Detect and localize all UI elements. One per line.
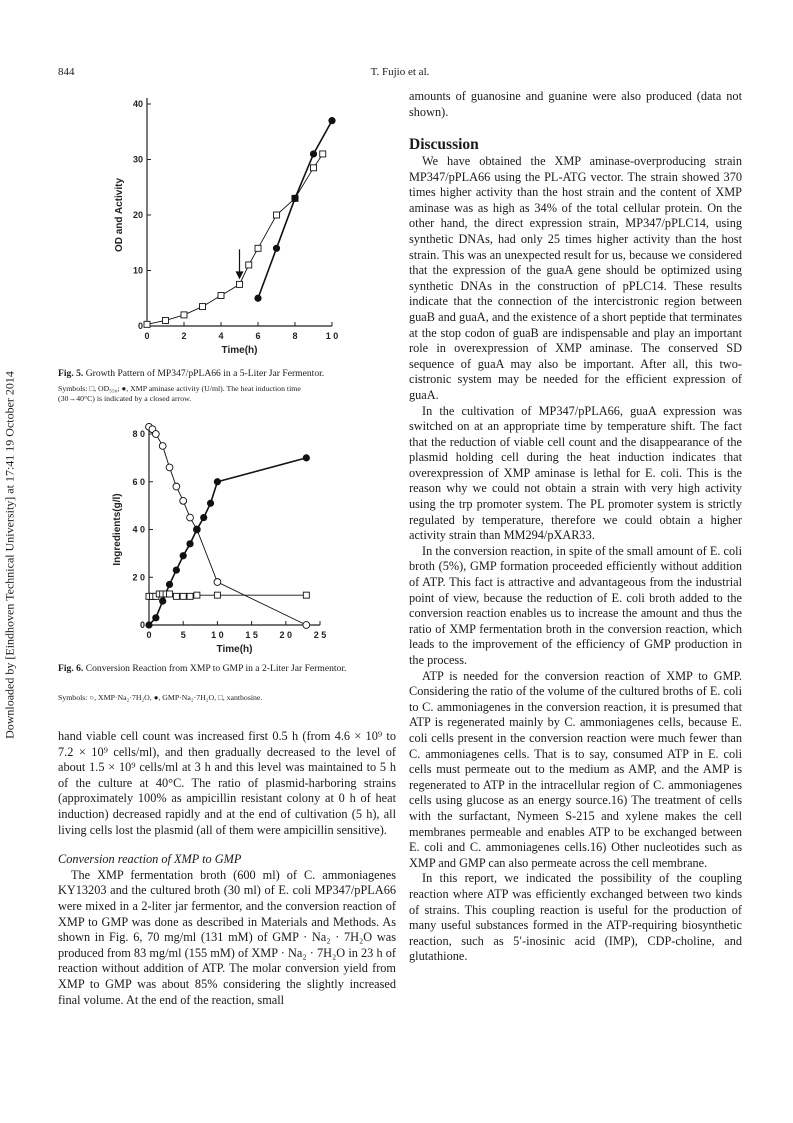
data-point-square	[163, 317, 169, 323]
data-point-filled-circle	[214, 478, 221, 485]
figure-5-label: Fig. 5.	[58, 368, 84, 379]
data-point-filled-circle	[159, 598, 166, 605]
x-axis-label: Time(h)	[216, 644, 253, 655]
data-point-square	[187, 593, 193, 599]
data-point-square	[237, 281, 243, 287]
data-point-filled-circle	[207, 500, 214, 507]
x-tick-label: 5	[180, 630, 186, 640]
series-line	[147, 154, 323, 324]
figure-5-caption	[58, 368, 398, 380]
data-point-square	[173, 593, 179, 599]
right-column	[409, 154, 742, 965]
right-paragraph-0: amounts of guanosine and guanine were also produced (data not shown).	[409, 89, 742, 119]
data-point-open-circle	[173, 483, 180, 490]
figure-6-symbols: Symbols: ○, XMP·Na₂·7H₂O, ●, GMP·Na₂·7H₂O, □, xanthosine.	[58, 693, 263, 702]
right-paragraph-1: We have obtained the XMP aminase-overproducing strain MP347/pPLA66 using the PL-ATG vector. The strain showed 370 times higher activity than the host strain and the content of XMP aminase was as high as 34% of the total cellular protein. On the other hand, the direct expression strain, MP347/pPLC14, using synthetic DNAs, had only 25 times higher activity than the host strain. This was an unexpected result for us, because we considered that the expression of the guaA gene should be optimized using synthetic DNAs in the construction of pPLC14. These results indicate that the connection of the intercistronic region between guaB and guaA, and the existence of a short peptide that terminates at the stop codon of guaB are indispensable and play an important role in overexpression of XMP aminase. The conserved SD sequence of guaA may also be important. After all, this two-cistronic system may be needed for the efficient expression of guaA.	[409, 154, 742, 402]
y-tick-label: 0	[137, 321, 143, 331]
y-tick-label: 10	[132, 265, 143, 276]
download-note	[2, 345, 18, 765]
data-point-filled-circle	[254, 295, 261, 302]
figure-6-caption-text: Conversion Reaction from XMP to GMP in a 2-Liter Jar Fermentor.	[85, 663, 347, 674]
data-point-square	[144, 321, 150, 327]
x-tick-label: 2 0	[279, 630, 293, 640]
running-title: T. Fujio et al.	[370, 66, 430, 78]
data-point-filled-circle	[193, 526, 200, 533]
data-point-square	[180, 593, 186, 599]
data-point-filled-circle	[328, 117, 335, 124]
right-paragraph-2: In the cultivation of MP347/pPLA66, guaA expression was switched on at an appropriate time by temperature shift. The fact that the reduction of viable cell count and the disappearance of the plasmid holding cell during the heat induction indicates that overexpression of XMP aminase is lethal for E. coli. This is the reason why we could not obtain a strain with very high activity using the trp promoter system. The PL promoter system is strictly regulated by temperature, therefore we could obtain a higher activity strain than MM294/pXAR33.	[409, 403, 742, 543]
figure-6-caption	[58, 663, 403, 675]
x-tick-label: 2	[181, 331, 187, 341]
data-point-filled-circle	[303, 454, 310, 461]
data-point-filled-circle	[145, 621, 152, 628]
x-axis-label: Time(h)	[221, 345, 258, 356]
data-point-square	[246, 262, 252, 268]
data-point-filled-circle	[152, 614, 159, 621]
data-point-square	[200, 304, 206, 310]
y-tick-label: 0	[139, 620, 145, 630]
data-point-filled-circle	[173, 566, 180, 573]
data-point-square	[167, 591, 173, 597]
data-point-open-circle	[166, 464, 173, 471]
data-point-open-circle	[180, 497, 187, 504]
data-point-open-circle	[187, 514, 194, 521]
series-line	[149, 458, 306, 625]
figure-5-symbols-line1: Symbols: □, OD₅₅₀; ●, XMP aminase activity (U/ml). The heat induction time	[58, 384, 301, 393]
figure-6-chart	[80, 420, 400, 660]
data-point-filled-circle	[180, 552, 187, 559]
x-tick-label: 1 0	[211, 630, 224, 640]
x-tick-label: 6	[255, 331, 261, 341]
data-point-filled-circle	[200, 514, 207, 521]
series-line	[258, 121, 332, 299]
figure-6-label: Fig. 6.	[58, 663, 84, 674]
figure-6	[80, 420, 400, 660]
x-tick-label: 1 0	[325, 331, 339, 341]
subheading-conversion: Conversion reaction of XMP to GMP	[58, 852, 242, 867]
y-tick-label: 6 0	[132, 476, 145, 487]
data-point-open-circle	[303, 622, 310, 629]
x-tick-label: 0	[146, 630, 152, 640]
download-note-text: Downloaded by [Eindhoven Technical University] at 17:41 19 October 2014	[2, 371, 17, 739]
discussion-heading: Discussion	[409, 136, 479, 153]
figure-5-chart	[80, 90, 400, 360]
x-tick-label: 4	[218, 331, 224, 341]
y-tick-label: 2 0	[132, 572, 145, 583]
data-point-filled-circle	[186, 540, 193, 547]
page-number: 844	[58, 66, 75, 78]
data-point-square	[218, 292, 224, 298]
y-tick-label: 4 0	[132, 524, 145, 535]
y-tick-label: 20	[132, 210, 143, 220]
left-column	[58, 729, 396, 1008]
data-point-open-circle	[152, 431, 159, 438]
y-tick-label: 30	[132, 154, 143, 165]
data-point-filled-circle	[273, 245, 280, 252]
y-axis-label: OD and Activity	[114, 177, 125, 253]
left-paragraph-2: The XMP fermentation broth (600 ml) of C. ammoniagenes KY13203 and the cultured broth (30 ml) of E. coli MP347/pPLA66 were mixed in a 2-liter jar fermentor, and the conversion reaction of XMP to GMP was done as described in Materials and Methods. As shown in Fig. 6, 70 mg/ml (131 mM) of GMP · Na₂ · 7H₂O was produced from 83 mg/ml (155 mM) of XMP · Na₂ · 7H₂O in 23 h of reaction without addition of ATP. The molar conversion yield from XMP to GMP was about 85% considering the slightly increased final volume. At the end of the reaction, small	[58, 867, 396, 1007]
figure-5-symbols	[58, 384, 398, 404]
data-point-square	[255, 245, 261, 251]
figure-5-caption-text: Growth Pattern of MP347/pPLA66 in a 5-Liter Jar Fermentor.	[85, 368, 325, 379]
data-point-filled-circle	[291, 195, 298, 202]
y-tick-label: 8 0	[132, 429, 145, 439]
y-axis-label: Ingredients(g/l)	[112, 493, 123, 566]
y-tick-label: 40	[132, 99, 143, 109]
x-tick-label: 0	[144, 331, 150, 341]
data-point-square	[214, 592, 220, 598]
figure-5-symbols-line2: (30→40°C) is indicated by a closed arrow.	[58, 394, 192, 403]
left-paragraph-1: hand viable cell count was increased first 0.5 h (from 4.6 × 10⁹ to 7.2 × 10⁹ cells/ml), and then gradually decreased to the level of about 1.5 × 10⁹ cells/ml at 3 h and this level was maintained to 5 h of the culture at 40°C. The ratio of plasmid-harboring strains (approximately 100% as ampicillin resistant colony at 0 h of heat induction) decreased rapidly and at the end of cultivation (5 h), all living cells lost the plasmid (all of them were ampicillin sensitive).	[58, 729, 396, 837]
data-point-square	[320, 151, 326, 157]
data-point-square	[194, 592, 200, 598]
data-point-open-circle	[159, 443, 166, 450]
right-paragraph-4: ATP is needed for the conversion reaction of XMP to GMP. Considering the ratio of the volume of the cultured broths of E. coli to C. ammoniagenes in the conversion reaction, it is presumed that ATP is regenerated mainly by C. ammoniagenes cells, because E. coli cells present in the conversion reaction were much fewer than C. ammoniagenes cells. That is to say, consumed ATP in E. coli cells must permeate out to the medium as AMP, and the AMP is regenerated to ATP in the intracellular region of C. ammoniagenes cells using glucose as an energy source.16) The treatment of cells with the surfactant, Nymeen S-215 and xylene makes the cell membranes permeable and enables ATP to be exchanged between E. coli and C. ammoniagenes cells.16) Other nucleotides such as XMP and GMP can also permeate across the cell membrane.	[409, 668, 742, 870]
figure-5	[80, 90, 400, 360]
x-tick-label: 1 5	[245, 630, 258, 640]
data-point-open-circle	[214, 579, 221, 586]
data-point-square	[311, 165, 317, 171]
x-tick-label: 2 5	[313, 630, 327, 640]
data-point-filled-circle	[310, 150, 317, 157]
data-point-square	[181, 312, 187, 318]
data-point-square	[303, 592, 309, 598]
data-point-square	[274, 212, 280, 218]
right-paragraph-5: In this report, we indicated the possibility of the coupling reaction where ATP was efficiently exchanged between two kinds of strains. This coupling reaction is useful for the production of many useful substances formed in the ATP-requiring biosynthetic reaction, such as 5′-inosinic acid (IMP), CDP-choline, and glutathione.	[409, 871, 742, 964]
right-paragraph-3: In the conversion reaction, in spite of the small amount of E. coli broth (5%), GMP formation proceeded efficiently without addition of ATP. This fact is attractive and advantageous from the industrial point of view, because the reduction of E. coli broth added to the conversion reaction enables us to increase the amount and thus the ratio of XMP fermentation broth in the conversion reaction, which leads to the improvement of the efficiency of GMP production in the process.	[409, 543, 742, 667]
right-column-top	[409, 89, 742, 120]
x-tick-label: 8	[292, 331, 298, 341]
data-point-filled-circle	[166, 581, 173, 588]
